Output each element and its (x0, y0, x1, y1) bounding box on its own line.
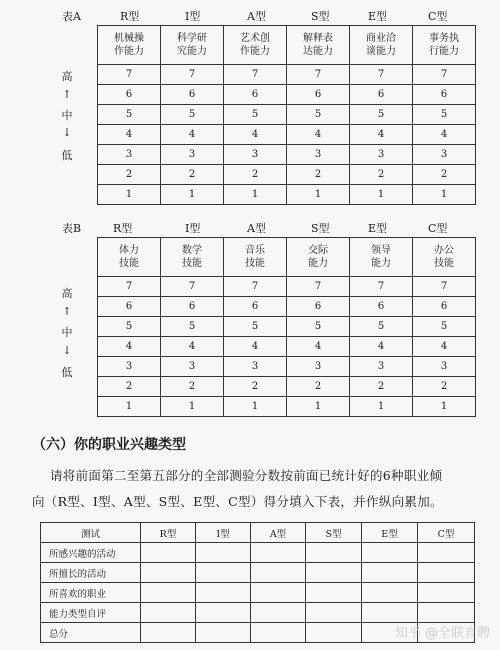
table-b-level-cell[interactable]: 2 (161, 377, 224, 397)
table-a-levels (98, 65, 476, 205)
table-a-level-cell[interactable]: 6 (161, 85, 224, 105)
summary-score-cell[interactable] (251, 623, 306, 643)
table-b-level-cell[interactable]: 4 (287, 337, 350, 357)
table-a-type-r: R型 (120, 10, 140, 23)
instruction-line-1: 请将前面第二至第五部分的全部测验分数按前面已统计好的6种职业倾 (50, 468, 443, 483)
summary-header-e: E型 (362, 523, 418, 543)
table-b-level-cell[interactable]: 4 (413, 337, 476, 357)
table-a-level-cell[interactable]: 3 (287, 145, 350, 165)
table-b-level-cell[interactable]: 2 (350, 377, 413, 397)
table-a-type-e: E型 (368, 10, 388, 23)
summary-score-cell[interactable] (141, 623, 196, 643)
table-a-level-cell[interactable]: 1 (413, 185, 476, 205)
summary-header-a: A型 (251, 523, 306, 543)
table-a-scale-up-arrow: ↑ (62, 88, 72, 101)
summary-score-cell[interactable] (306, 603, 362, 623)
watermark: 知乎 @全联直聘 (394, 626, 490, 641)
table-a-level-cell[interactable]: 6 (413, 85, 476, 105)
table-b-header (0, 220, 500, 236)
summary-score-cell[interactable] (306, 623, 362, 643)
table-a-level-cell[interactable]: 2 (413, 165, 476, 185)
table-b-level-cell[interactable]: 4 (224, 337, 287, 357)
table-b-level-cell[interactable]: 7 (161, 277, 224, 297)
table-a-level-cell[interactable]: 5 (413, 105, 476, 125)
table-b-skill-cell: 体力 技能 (98, 238, 161, 277)
table-a-skill-cell: 解释表 达能力 (287, 26, 350, 65)
summary-score-cell[interactable] (251, 603, 306, 623)
table-b-level-cell[interactable]: 3 (413, 357, 476, 377)
table-b-level-cell[interactable]: 6 (98, 297, 161, 317)
table-a-level-row (98, 185, 476, 205)
summary-score-cell[interactable] (362, 583, 418, 603)
table-a-level-cell[interactable]: 2 (350, 165, 413, 185)
table-a-level-cell[interactable]: 3 (350, 145, 413, 165)
table-b-level-row (98, 317, 476, 337)
table-b-scale-mid: 中 (61, 326, 73, 339)
summary-score-cell[interactable] (362, 603, 418, 623)
table-a-level-cell[interactable]: 1 (161, 185, 224, 205)
table-b-skill-cell: 交际 能力 (287, 238, 350, 277)
table-a-level-cell[interactable]: 7 (224, 65, 287, 85)
table-a-level-row (98, 145, 476, 165)
table-a-level-cell[interactable]: 4 (98, 125, 161, 145)
table-b-type-e: E型 (368, 222, 388, 235)
summary-row-label: 能力类型自评 (41, 603, 141, 623)
table-a-skill-cell: 机械操 作能力 (98, 26, 161, 65)
table-a-level-cell[interactable]: 1 (350, 185, 413, 205)
summary-score-cell[interactable] (418, 563, 475, 583)
table-b-level-cell[interactable]: 3 (224, 357, 287, 377)
summary-score-cell[interactable] (362, 563, 418, 583)
table-b-level-cell[interactable]: 7 (287, 277, 350, 297)
table-a-level-cell[interactable]: 1 (98, 185, 161, 205)
table-b-level-row (98, 357, 476, 377)
table-a-type-s: S型 (311, 10, 330, 23)
table-a-skill-cell: 艺术创 作能力 (224, 26, 287, 65)
summary-score-cell[interactable] (141, 543, 196, 563)
table-a-scale-mid: 中 (61, 109, 73, 122)
summary-header-row (41, 523, 475, 543)
summary-score-cell[interactable] (196, 603, 251, 623)
table-a-skill-row (98, 26, 476, 65)
table-a-level-cell[interactable]: 1 (224, 185, 287, 205)
table-b-scale-down-arrow: ↓ (62, 344, 72, 357)
table-a-level-cell[interactable]: 6 (224, 85, 287, 105)
table-b-level-cell[interactable]: 7 (224, 277, 287, 297)
table-b-level-cell[interactable]: 1 (287, 397, 350, 417)
summary-score-cell[interactable] (306, 543, 362, 563)
table-a-level-cell[interactable]: 7 (161, 65, 224, 85)
table-a-skill-cell: 商业洽 谈能力 (350, 26, 413, 65)
table-b-skill-row (98, 238, 476, 277)
table-b-level-cell[interactable]: 3 (350, 357, 413, 377)
summary-row-label: 所感兴趣的活动 (41, 543, 141, 563)
table-a-level-cell[interactable]: 4 (413, 125, 476, 145)
table-a-label: 表A (62, 10, 81, 23)
table-b-level-cell[interactable]: 5 (350, 317, 413, 337)
table-a-level-cell[interactable]: 1 (287, 185, 350, 205)
table-b-level-cell[interactable]: 6 (161, 297, 224, 317)
table-b-level-cell[interactable]: 7 (98, 277, 161, 297)
instruction-line-2: 向（R型、I型、A型、S型、E型、C型）得分填入下表，并作纵向累加。 (32, 494, 443, 509)
table-a-level-cell[interactable]: 2 (287, 165, 350, 185)
table-b-scale-up-arrow: ↑ (62, 305, 72, 318)
table-b-level-cell[interactable]: 2 (287, 377, 350, 397)
table-b-level-cell[interactable]: 4 (98, 337, 161, 357)
summary-score-cell[interactable] (196, 583, 251, 603)
table-b-level-cell[interactable]: 4 (350, 337, 413, 357)
table-b-level-cell[interactable]: 2 (98, 377, 161, 397)
table-a-type-c: C型 (428, 10, 448, 23)
summary-score-cell[interactable] (196, 623, 251, 643)
table-a-skill-cell: 科学研 究能力 (161, 26, 224, 65)
table-b-type-s: S型 (311, 222, 330, 235)
table-b-level-cell[interactable]: 5 (287, 317, 350, 337)
summary-row-label: 所擅长的活动 (41, 563, 141, 583)
table-b-level-cell[interactable]: 3 (287, 357, 350, 377)
table-b-level-cell[interactable]: 3 (161, 357, 224, 377)
summary-score-cell[interactable] (251, 583, 306, 603)
summary-score-cell[interactable] (306, 583, 362, 603)
table-a-level-cell[interactable]: 4 (350, 125, 413, 145)
table-b-level-cell[interactable]: 7 (413, 277, 476, 297)
table-b-type-i: I型 (185, 222, 201, 235)
table-b-level-cell[interactable]: 1 (413, 397, 476, 417)
table-a-scale-high: 高 (61, 70, 73, 83)
summary-row (41, 603, 475, 623)
table-a-skill-cell: 事务执 行能力 (413, 26, 476, 65)
table-b-skill-cell: 办公 技能 (413, 238, 476, 277)
table-a-level-row (98, 85, 476, 105)
table-a-level-cell[interactable]: 5 (98, 105, 161, 125)
table-b-level-row (98, 377, 476, 397)
table-a-scale-down-arrow: ↓ (62, 126, 72, 139)
summary-score-cell[interactable] (196, 563, 251, 583)
summary-score-cell[interactable] (362, 543, 418, 563)
table-a-level-cell[interactable]: 7 (350, 65, 413, 85)
table-b-scale-high: 高 (61, 287, 73, 300)
table-b-level-cell[interactable]: 1 (224, 397, 287, 417)
summary-header-s: S型 (306, 523, 362, 543)
table-a-level-cell[interactable]: 4 (224, 125, 287, 145)
table-b-level-cell[interactable]: 6 (350, 297, 413, 317)
table-a-level-row (98, 105, 476, 125)
table-b-level-cell[interactable]: 5 (413, 317, 476, 337)
summary-score-cell[interactable] (418, 543, 475, 563)
table-b-level-cell[interactable]: 2 (413, 377, 476, 397)
summary-row (41, 583, 475, 603)
summary-score-cell[interactable] (306, 563, 362, 583)
table-a-level-cell[interactable]: 7 (287, 65, 350, 85)
table-a-level-cell[interactable]: 4 (161, 125, 224, 145)
section-title: （六）你的职业兴趣类型 (32, 437, 186, 453)
summary-score-cell[interactable] (418, 583, 475, 603)
table-a-level-cell[interactable]: 7 (413, 65, 476, 85)
table-a-level-cell[interactable]: 5 (287, 105, 350, 125)
table-b-level-row (98, 277, 476, 297)
table-b-skill-cell: 领导 能力 (350, 238, 413, 277)
summary-row-label: 总分 (41, 623, 141, 643)
table-a-level-cell[interactable]: 3 (224, 145, 287, 165)
table-b-level-cell[interactable]: 7 (350, 277, 413, 297)
table-a-type-i: I型 (185, 10, 201, 23)
summary-score-cell[interactable] (141, 583, 196, 603)
table-b-level-cell[interactable]: 3 (98, 357, 161, 377)
table-a-level-cell[interactable]: 5 (350, 105, 413, 125)
summary-score-cell[interactable] (196, 543, 251, 563)
table-b-skill-cell: 音乐 技能 (224, 238, 287, 277)
table-b-scale-low: 低 (61, 366, 73, 379)
table-b-level-cell[interactable]: 5 (224, 317, 287, 337)
table-a-level-cell[interactable]: 6 (287, 85, 350, 105)
summary-score-cell[interactable] (418, 603, 475, 623)
table-b-type-a: A型 (247, 222, 266, 235)
table-b-level-cell[interactable]: 1 (350, 397, 413, 417)
table-b-level-cell[interactable]: 6 (287, 297, 350, 317)
summary-row (41, 543, 475, 563)
summary-score-cell[interactable] (251, 543, 306, 563)
table-b-level-row (98, 337, 476, 357)
table-b-type-c: C型 (428, 222, 448, 235)
table-b-level-cell[interactable]: 4 (161, 337, 224, 357)
table-b-level-cell[interactable]: 1 (98, 397, 161, 417)
table-a-level-cell[interactable]: 6 (98, 85, 161, 105)
table-a-level-cell[interactable]: 4 (287, 125, 350, 145)
table-b-levels (98, 277, 476, 417)
summary-header-i: I型 (196, 523, 251, 543)
table-b-level-row (98, 397, 476, 417)
table-b-level-cell[interactable]: 5 (98, 317, 161, 337)
table-a-type-a: A型 (247, 10, 266, 23)
table-a-header (0, 8, 500, 24)
table-a-level-cell[interactable]: 2 (161, 165, 224, 185)
table-a-level-row (98, 125, 476, 145)
table-a-level-cell[interactable]: 3 (413, 145, 476, 165)
table-a-scale-low: 低 (61, 149, 73, 162)
table-b-level-cell[interactable]: 5 (161, 317, 224, 337)
table-a-level-cell[interactable]: 5 (161, 105, 224, 125)
table-a-level-cell[interactable]: 2 (98, 165, 161, 185)
table-b-level-cell[interactable]: 2 (224, 377, 287, 397)
table-a-level-cell[interactable]: 3 (98, 145, 161, 165)
table-a-level-row (98, 165, 476, 185)
table-a (97, 25, 476, 205)
table-b-type-r: R型 (113, 222, 133, 235)
table-b-skill-cell: 数学 技能 (161, 238, 224, 277)
table-b-label: 表B (62, 222, 82, 235)
table-a-level-cell[interactable]: 7 (98, 65, 161, 85)
table-b (97, 237, 476, 417)
table-a-level-cell[interactable]: 3 (161, 145, 224, 165)
summary-header-test: 测试 (41, 523, 141, 543)
table-b-level-cell[interactable]: 6 (413, 297, 476, 317)
summary-header-c: C型 (418, 523, 475, 543)
table-a-level-cell[interactable]: 5 (224, 105, 287, 125)
table-a-level-cell[interactable]: 2 (224, 165, 287, 185)
table-b-level-cell[interactable]: 1 (161, 397, 224, 417)
summary-row-label: 所喜欢的职业 (41, 583, 141, 603)
table-a-level-row (98, 65, 476, 85)
table-b-level-row (98, 297, 476, 317)
summary-score-cell[interactable] (141, 563, 196, 583)
table-b-level-cell[interactable]: 6 (224, 297, 287, 317)
summary-score-cell[interactable] (141, 603, 196, 623)
table-a-level-cell[interactable]: 6 (350, 85, 413, 105)
summary-header-r: R型 (141, 523, 196, 543)
summary-score-cell[interactable] (251, 563, 306, 583)
summary-row (41, 563, 475, 583)
